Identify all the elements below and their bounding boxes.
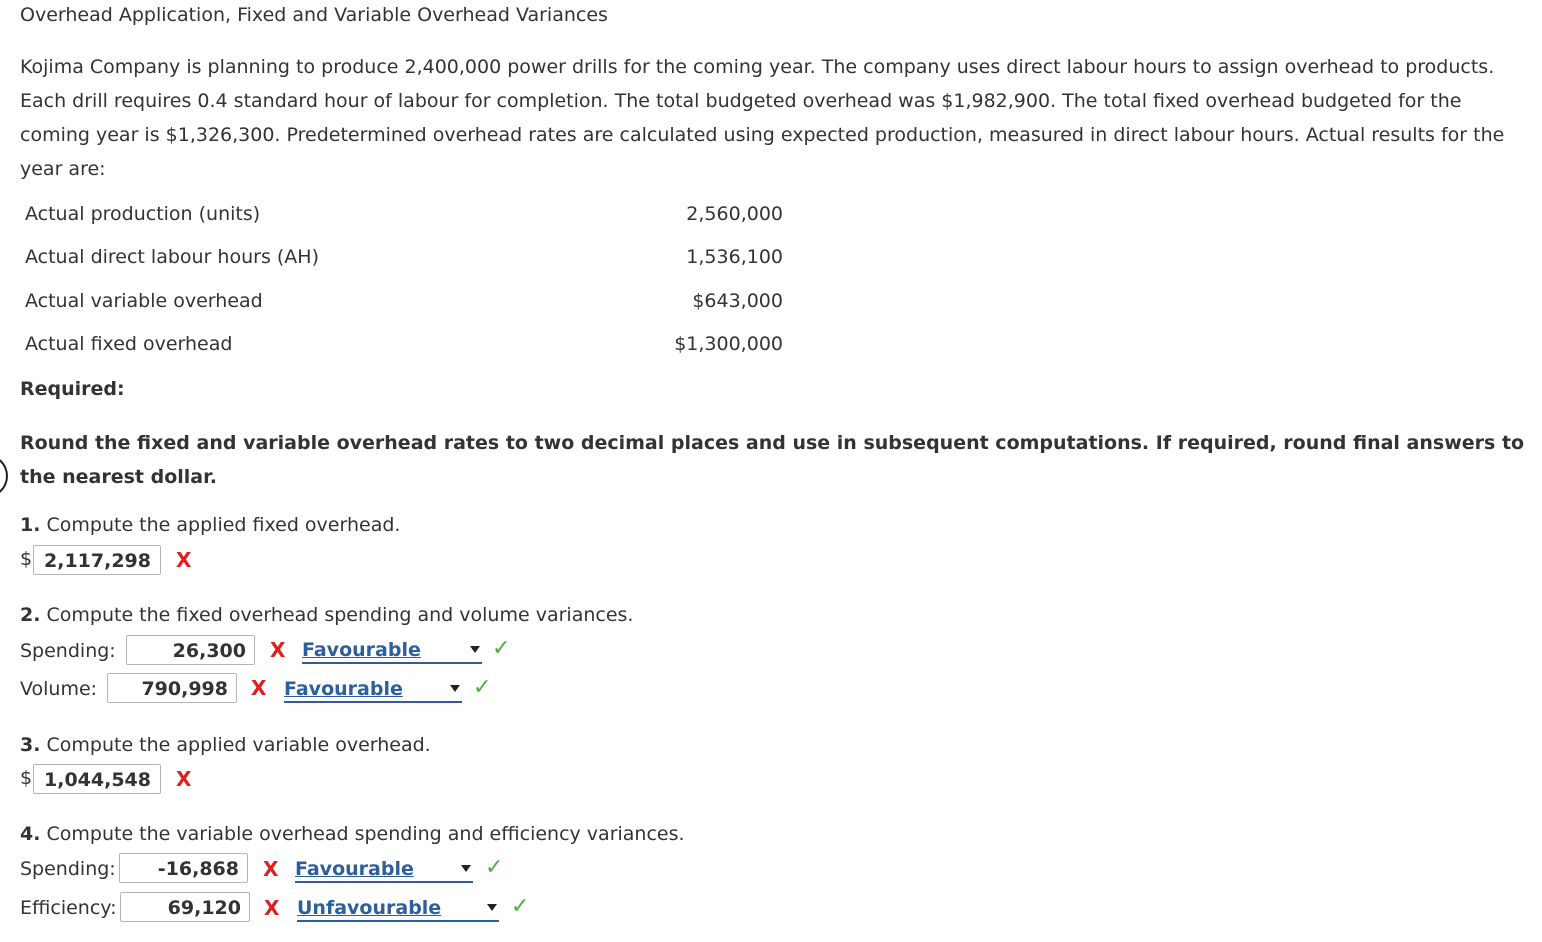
actual-value: 2,560,000 <box>686 203 783 225</box>
question-1 <box>20 514 400 536</box>
question-4 <box>20 823 685 845</box>
dropdown-arrow-icon <box>461 865 471 872</box>
page-edge-arc <box>0 454 8 498</box>
dollar-sign: $ <box>20 548 33 570</box>
question-number: 4. <box>20 823 41 845</box>
q4-efficiency-input[interactable]: 69,120 <box>120 892 250 922</box>
rounding-instruction: Round the fixed and variable overhead rates to two decimal places and use in subsequent computations. If required, round final answers to the nearest dollar. <box>20 432 1525 488</box>
incorrect-icon: X <box>176 548 192 572</box>
actual-label: Actual fixed overhead <box>25 333 233 355</box>
actual-label: Actual production (units) <box>25 203 261 225</box>
incorrect-icon: X <box>251 676 267 700</box>
selected-option: Unfavourable <box>297 897 442 919</box>
spending-label: Spending: <box>20 640 116 662</box>
actual-label: Actual direct labour hours (AH) <box>25 246 319 268</box>
dropdown-arrow-icon <box>487 904 497 911</box>
selected-option: Favourable <box>295 858 414 880</box>
spending-label: Spending: <box>20 858 116 880</box>
question-text: Compute the applied variable overhead. <box>46 734 431 756</box>
incorrect-icon: X <box>270 638 286 662</box>
dropdown-arrow-icon <box>470 646 480 653</box>
correct-check-icon: ✓ <box>511 894 530 919</box>
q3-answer-input[interactable]: 1,044,548 <box>33 764 161 794</box>
selected-option: Favourable <box>302 639 421 661</box>
correct-check-icon: ✓ <box>473 675 492 700</box>
volume-label: Volume: <box>20 678 98 700</box>
question-text: Compute the applied fixed overhead. <box>46 514 401 536</box>
correct-check-icon: ✓ <box>492 636 511 661</box>
required-heading: Required: <box>20 378 125 400</box>
question-number: 3. <box>20 734 41 756</box>
actual-value: $1,300,000 <box>674 333 783 355</box>
problem-description: Kojima Company is planning to produce 2,400,000 power drills for the coming year. The company uses direct labour hours to assign overhead to products. Each drill requires 0.4 standard hour of labour for completion. The total budgeted overhead was $1,982,900. The total fixed overhead budgeted for the coming year is $1,326,300. Predetermined overhead rates are calculated using expected production, measured in direct labour hours. Actual results for the year are: <box>20 56 1505 180</box>
q2-volume-select[interactable] <box>284 677 462 703</box>
question-number: 1. <box>20 514 41 536</box>
page-title: Overhead Application, Fixed and Variable Overhead Variances <box>20 4 608 26</box>
q1-answer-input[interactable]: 2,117,298 <box>33 545 161 575</box>
q4-spending-select[interactable] <box>295 857 473 883</box>
question-text: Compute the variable overhead spending and efficiency variances. <box>46 823 685 845</box>
incorrect-icon: X <box>263 857 279 881</box>
q4-efficiency-select[interactable] <box>297 896 499 922</box>
actual-value: $643,000 <box>692 290 783 312</box>
incorrect-icon: X <box>176 767 192 791</box>
incorrect-icon: X <box>264 896 280 920</box>
question-text: Compute the fixed overhead spending and volume variances. <box>46 604 634 626</box>
q2-spending-select[interactable] <box>302 638 482 664</box>
selected-option: Favourable <box>284 678 403 700</box>
question-3 <box>20 734 431 756</box>
actual-label: Actual variable overhead <box>25 290 263 312</box>
question-number: 2. <box>20 604 41 626</box>
question-2 <box>20 604 633 626</box>
q4-spending-input[interactable]: -16,868 <box>119 853 248 883</box>
dollar-sign: $ <box>20 767 33 789</box>
q2-volume-input[interactable]: 790,998 <box>107 673 237 703</box>
q2-spending-input[interactable]: 26,300 <box>126 635 255 665</box>
actual-value: 1,536,100 <box>686 246 783 268</box>
efficiency-label: Efficiency: <box>20 897 117 919</box>
correct-check-icon: ✓ <box>485 855 504 880</box>
dropdown-arrow-icon <box>450 685 460 692</box>
